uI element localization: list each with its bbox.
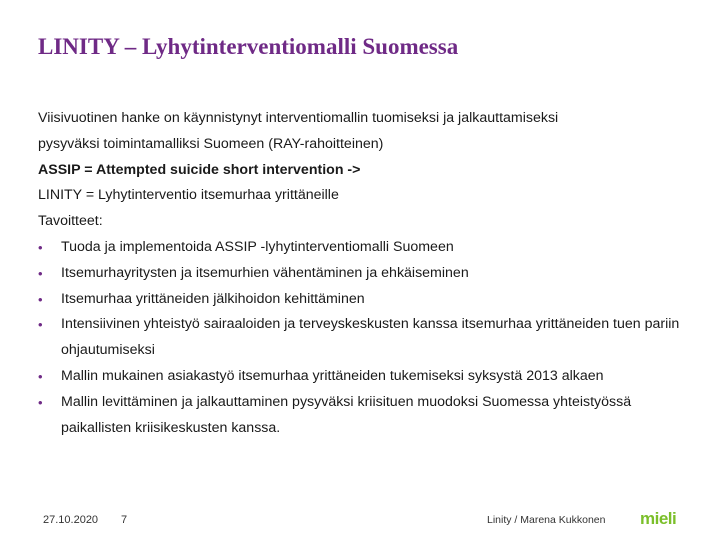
slide-title: LINITY – Lyhytinterventiomalli Suomessa [38, 34, 459, 59]
footer-page-number: 7 [121, 514, 128, 526]
footer-date: 27.10.2020 [43, 514, 99, 526]
list-item [38, 390, 698, 442]
list-item-text: Mallin mukainen asiakastyö itsemurhaa yrittäneiden tukemiseksi syksystä 2013 alkaen [61, 367, 604, 384]
bullet-icon: • [38, 291, 43, 307]
paragraph-intro-line1: Viisivuotinen hanke on käynnistynyt interventiomallin tuomiseksi ja jalkauttamiseksi [38, 110, 559, 126]
paragraph-assip-definition: ASSIP = Attempted suicide short intervention -> [38, 161, 361, 178]
goals-list [38, 235, 698, 441]
list-item-text: Intensiivinen yhteistyö sairaaloiden ja terveyskeskusten kanssa itsemurhaa yrittäneiden tuen pariin ohjautumiseksi [61, 316, 680, 359]
list-item-text: Itsemurhayritysten ja itsemurhien vähentäminen ja ehkäiseminen [61, 264, 469, 281]
paragraph-intro-line2: pysyväksi toimintamalliksi Suomeen (RAY-rahoitteinen) [38, 135, 384, 152]
bullet-icon: • [38, 317, 43, 333]
list-item [38, 235, 698, 261]
list-item [38, 261, 698, 287]
list-item-text: Mallin levittäminen ja jalkauttaminen pysyväksi kriisituen muodoksi Suomessa yhteistyössä paikallisten kriisikeskusten kanssa. [61, 393, 632, 436]
list-item-text: Tuoda ja implementoida ASSIP -lyhytinterventiomalli Suomeen [61, 238, 454, 255]
bullet-icon: • [38, 394, 43, 410]
bullet-icon: • [38, 368, 43, 384]
paragraph-linity-definition: LINITY = Lyhytinterventio itsemurhaa yrittäneille [38, 187, 339, 204]
list-item-text: Itsemurhaa yrittäneiden jälkihoidon kehittäminen [61, 290, 365, 307]
list-item [38, 364, 698, 390]
list-item [38, 312, 698, 364]
bullet-icon: • [38, 265, 43, 281]
paragraph-goals-heading: Tavoitteet: [38, 213, 103, 230]
list-item [38, 287, 698, 313]
mieli-logo: mieli [640, 509, 677, 528]
footer-author: Linity / Marena Kukkonen [487, 514, 606, 526]
slide-content [38, 106, 698, 441]
bullet-icon: • [38, 239, 43, 255]
